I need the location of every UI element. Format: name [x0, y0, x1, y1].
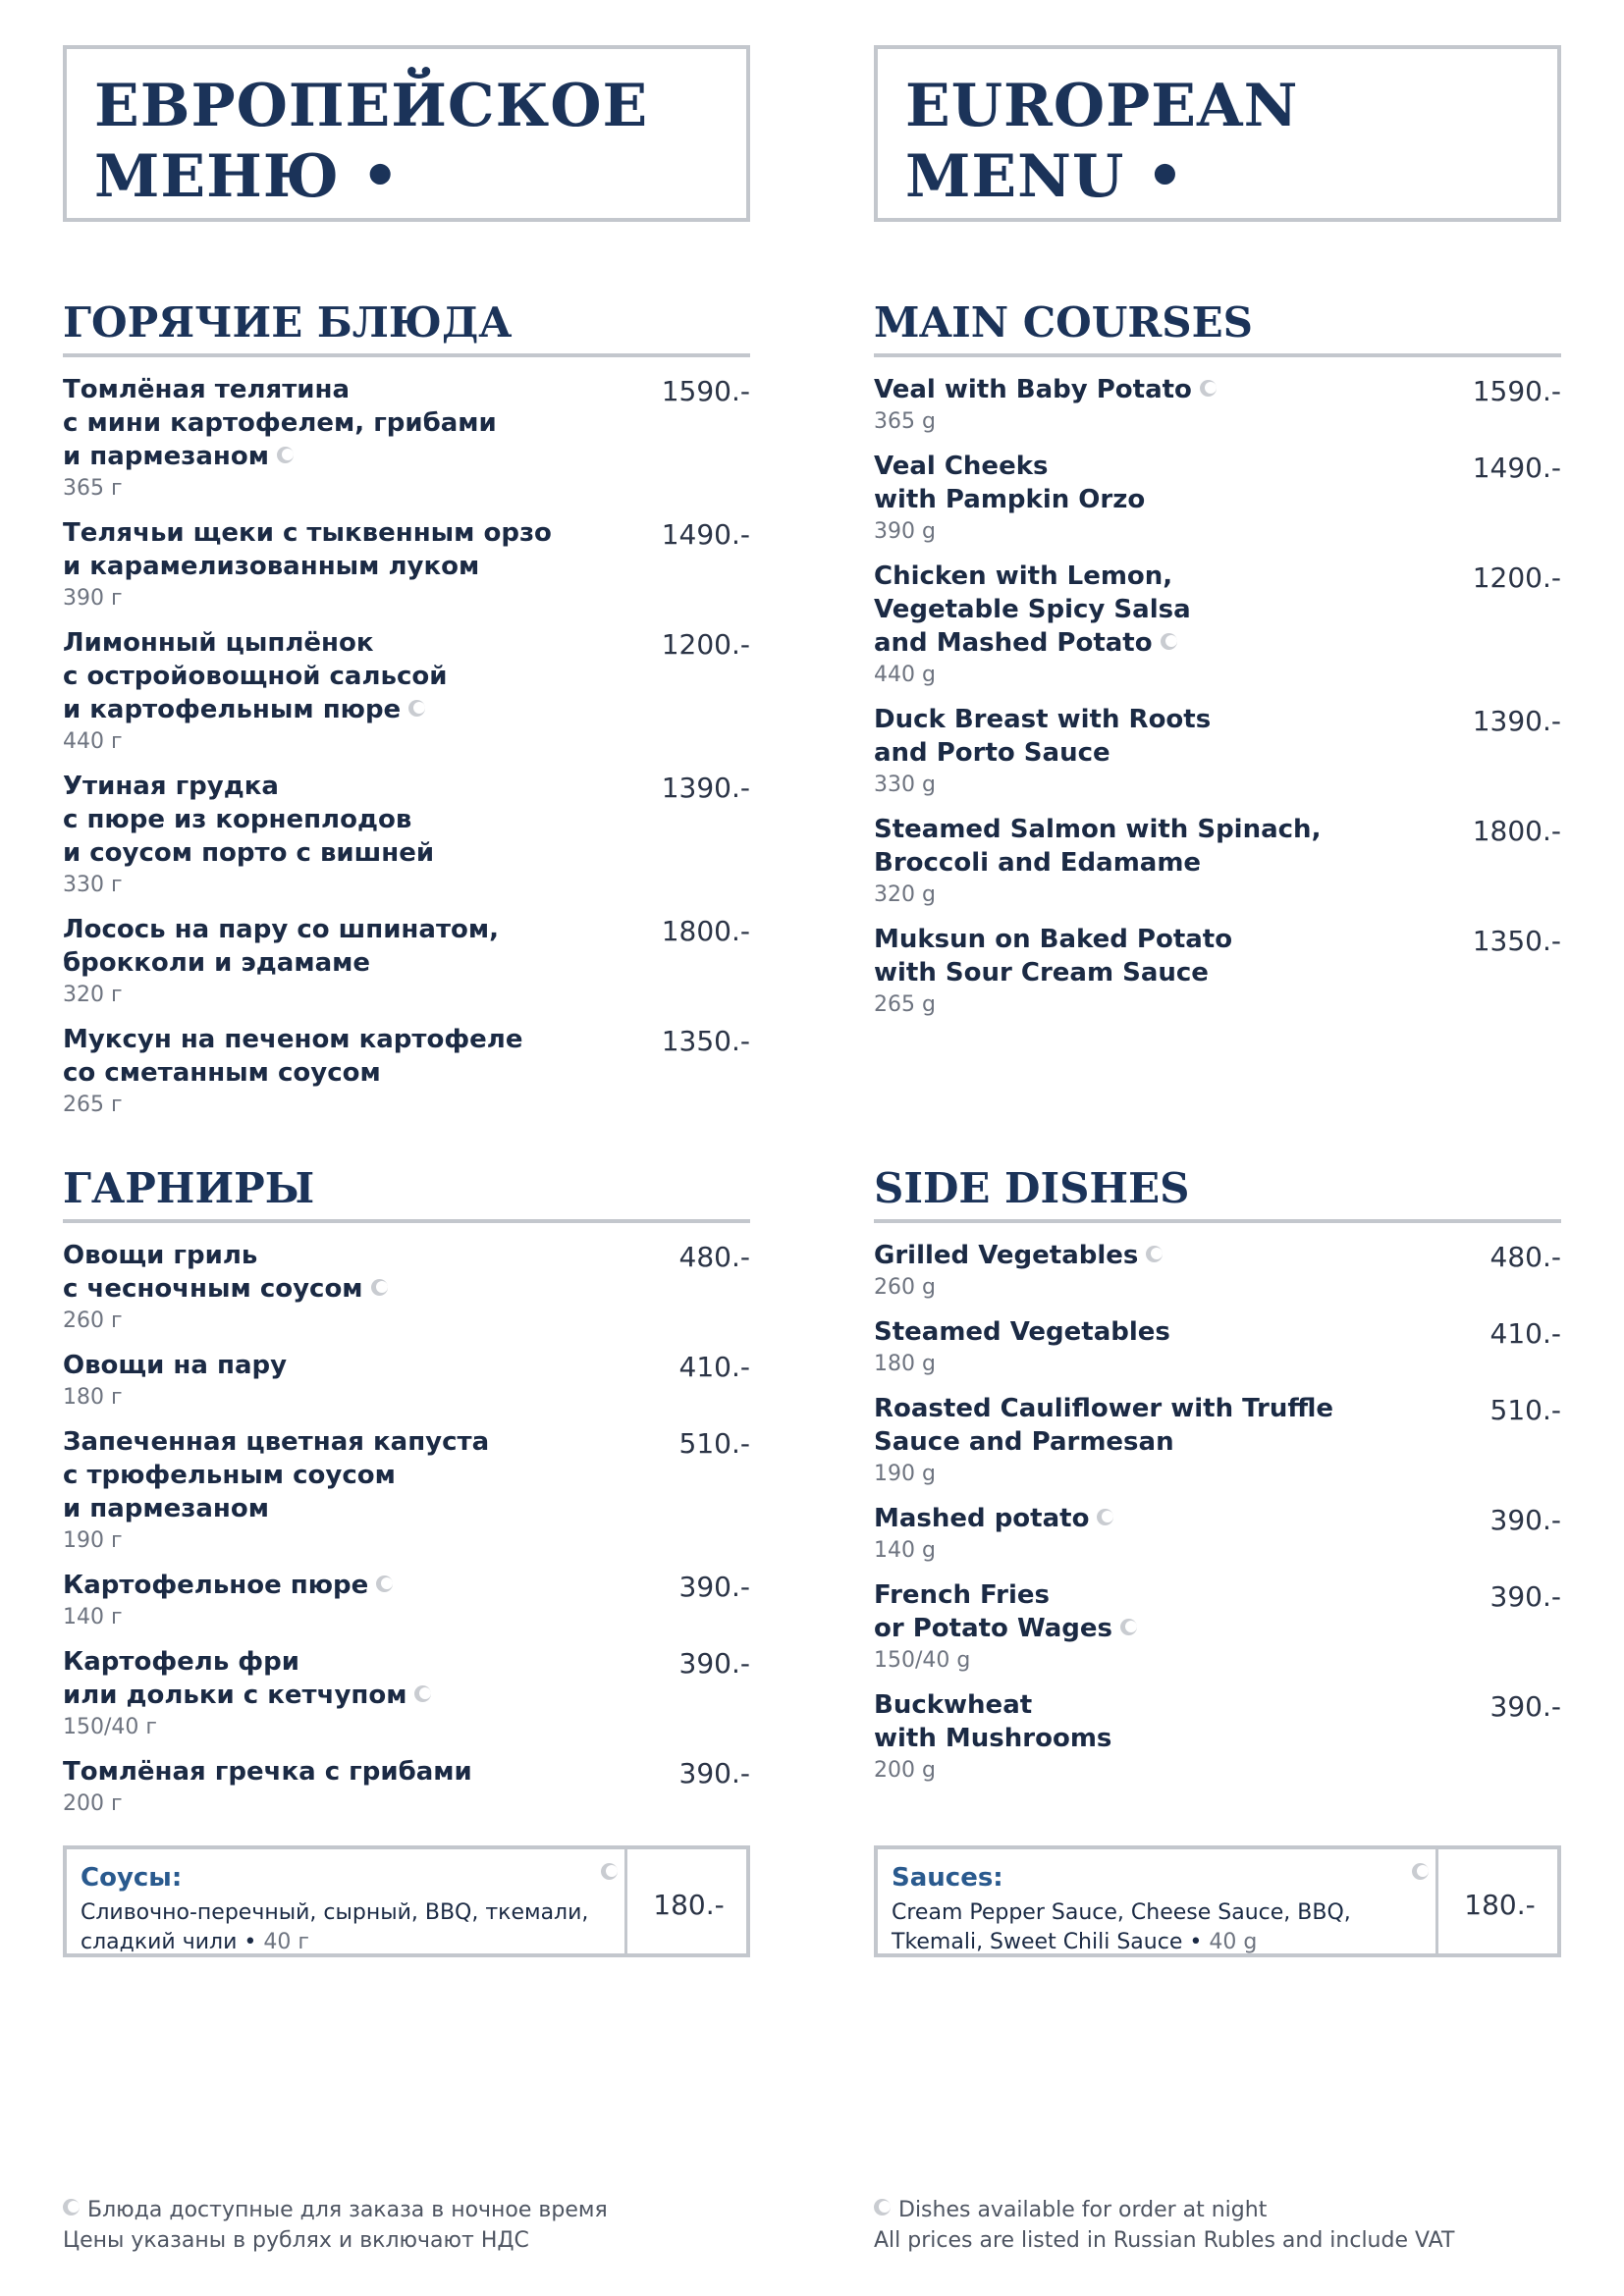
menu-item-name: [874, 1239, 1453, 1272]
sauces-weight: 40 g: [1209, 1930, 1258, 1954]
menu-item-weight: 150/40 г: [63, 1715, 157, 1739]
menu-item: [874, 813, 1561, 911]
section-heading-sides: SIDE DISHES: [874, 1164, 1561, 1223]
menu-item-weight: 140 г: [63, 1605, 123, 1629]
sauces-price: 180.-: [653, 1889, 725, 1921]
menu-item-price: 510.-: [678, 1427, 750, 1460]
menu-title-line2: MENU •: [905, 142, 1185, 211]
menu-item: [63, 1645, 750, 1743]
section-heading-main: MAIN COURSES: [874, 298, 1561, 357]
menu-item-name: [63, 516, 642, 583]
section-heading-sides: ГАРНИРЫ: [63, 1164, 750, 1223]
menu-item-price: 390.-: [678, 1571, 750, 1603]
night-icon: [376, 1575, 393, 1592]
menu-item-weight: 440 g: [874, 663, 936, 687]
menu-title-box: [63, 45, 750, 222]
menu-item-name-text: Mashed potato: [874, 1504, 1090, 1533]
menu-item-price: 1390.-: [661, 772, 750, 804]
menu-item-weight: 150/40 g: [874, 1648, 971, 1673]
night-icon: [1097, 1509, 1113, 1525]
night-icon: [1412, 1863, 1429, 1880]
menu-item-name: [63, 1023, 642, 1090]
menu-item: [874, 703, 1561, 801]
menu-item-name-text: Телячьи щеки с тыквенным орзо и карамелизованным луком: [63, 518, 552, 581]
footer-notes: [63, 2195, 608, 2256]
menu-item: [63, 1569, 750, 1633]
menu-item-name: [63, 770, 642, 870]
menu-item-name: [63, 913, 642, 980]
menu-item-name-text: Buckwheat with Mushrooms: [874, 1690, 1112, 1753]
menu-item-name-text: Утиная грудка с пюре из корнеплодов и соусом порто с вишней: [63, 772, 435, 868]
footer-night-text: Блюда доступные для заказа в ночное время: [87, 2198, 608, 2222]
sauces-title: Соусы:: [81, 1863, 183, 1893]
menu-item-price: 1490.-: [661, 518, 750, 551]
menu-item: [63, 770, 750, 901]
menu-item-name-text: Овощи на пару: [63, 1351, 288, 1380]
menu-item-name: [874, 1578, 1453, 1645]
menu-item-weight: 390 г: [63, 586, 123, 611]
menu-item-price: 480.-: [1489, 1241, 1561, 1273]
menu-item-name-text: Veal with Baby Potato: [874, 375, 1192, 404]
footer-notes: [874, 2195, 1454, 2256]
menu-item-price: 390.-: [678, 1647, 750, 1680]
menu-item-price: 390.-: [1489, 1690, 1561, 1723]
menu-item-price: 1200.-: [661, 628, 750, 661]
section-heading-main: ГОРЯЧИЕ БЛЮДА: [63, 298, 750, 357]
menu-item-name-text: Томлёная гречка с грибами: [63, 1757, 472, 1787]
menu-item-weight: 365 г: [63, 476, 123, 501]
menu-item-name: [63, 626, 642, 726]
menu-item: [874, 1315, 1561, 1380]
menu-item: [63, 1023, 750, 1121]
menu-item-name-text: Veal Cheeks with Pampkin Orzo: [874, 452, 1146, 514]
menu-item-name: [874, 560, 1453, 660]
menu-item-weight: 140 g: [874, 1538, 936, 1563]
night-icon: [601, 1863, 618, 1880]
night-icon: [1200, 380, 1217, 397]
menu-item: [63, 516, 750, 614]
night-icon: [1120, 1619, 1137, 1635]
menu-item-name-text: Томлёная телятина с мини картофелем, грибами и пармезаном: [63, 375, 497, 471]
menu-item-name: [874, 450, 1453, 516]
night-icon: [408, 700, 425, 717]
menu-item-price: 1200.-: [1472, 561, 1561, 594]
menu-item-price: 1800.-: [661, 915, 750, 947]
side-items-list: [874, 1239, 1561, 1798]
menu-item-name: [874, 813, 1453, 880]
menu-item-weight: 265 г: [63, 1093, 123, 1117]
menu-item-name: [874, 1315, 1453, 1349]
menu-item-price: 1490.-: [1472, 452, 1561, 484]
menu-item: [63, 1349, 750, 1414]
night-icon: [874, 2199, 891, 2216]
menu-item-name-text: Chicken with Lemon, Vegetable Spicy Salsa and Mashed Potato: [874, 561, 1191, 658]
menu-item-weight: 180 g: [874, 1352, 936, 1376]
sauces-description: [892, 1898, 1402, 1957]
menu-item-name-text: Картофель фри или дольки с кетчупом: [63, 1647, 407, 1710]
menu-item: [874, 1239, 1561, 1304]
menu-item-name: [874, 703, 1453, 770]
menu-item-price: 480.-: [678, 1241, 750, 1273]
menu-item-weight: 330 g: [874, 773, 936, 797]
menu-item-weight: 200 г: [63, 1791, 123, 1816]
menu-item-weight: 200 g: [874, 1758, 936, 1783]
menu-item-name-text: Лимонный цыплёнок с остройовощной сальсой и картофельным пюре: [63, 628, 448, 724]
menu-item: [874, 450, 1561, 548]
sauces-list: Сливочно-перечный, сырный, BBQ, ткемали, сладкий чили •: [81, 1900, 589, 1954]
menu-item-price: 410.-: [1489, 1317, 1561, 1350]
menu-item-weight: 265 g: [874, 992, 936, 1017]
menu-item-weight: 440 г: [63, 729, 123, 754]
menu-item-name-text: Муксун на печеном картофеле со сметанным соусом: [63, 1025, 523, 1088]
main-items-list: [63, 373, 750, 1133]
menu-item-weight: 180 г: [63, 1385, 123, 1410]
menu-item-name: [63, 1239, 642, 1306]
menu-item-price: 510.-: [1489, 1394, 1561, 1426]
menu-item-name-text: French Fries or Potato Wages: [874, 1580, 1112, 1643]
menu-item-name: [63, 1755, 642, 1789]
menu-item-name: [63, 1425, 642, 1525]
menu-item: [874, 1578, 1561, 1677]
menu-item-name-text: Лосось на пару со шпинатом, брокколи и эдамаме: [63, 915, 500, 978]
menu-item-price: 1390.-: [1472, 705, 1561, 737]
sauces-list: Cream Pepper Sauce, Cheese Sauce, BBQ, Tkemali, Sweet Chili Sauce •: [892, 1900, 1351, 1954]
menu-item: [874, 1392, 1561, 1490]
menu-item-price: 1350.-: [1472, 925, 1561, 957]
menu-item-name: [874, 1392, 1453, 1459]
menu-item-weight: 190 г: [63, 1528, 123, 1553]
menu-item-weight: 260 г: [63, 1308, 123, 1333]
night-icon: [414, 1685, 431, 1702]
menu-item-name-text: Muksun on Baked Potato with Sour Cream Sauce: [874, 925, 1233, 988]
menu-item: [63, 373, 750, 505]
menu-title-line1: EUROPEAN: [905, 72, 1299, 140]
sauces-weight: 40 г: [263, 1930, 309, 1954]
footer-price-note: All prices are listed in Russian Rubles and include VAT: [874, 2228, 1455, 2253]
menu-item-name-text: Duck Breast with Roots and Porto Sauce: [874, 705, 1212, 768]
menu-item-name: [874, 1688, 1453, 1755]
menu-item-name-text: Steamed Vegetables: [874, 1317, 1170, 1347]
menu-item: [874, 560, 1561, 691]
menu-item-name: [874, 1502, 1453, 1535]
menu-item-price: 1590.-: [661, 375, 750, 407]
menu-item-name-text: Запеченная цветная капуста с трюфельным соусом и пармезаном: [63, 1427, 490, 1523]
sauces-box: [874, 1845, 1561, 1957]
menu-item-price: 390.-: [678, 1757, 750, 1789]
footer-night-note: [874, 2195, 1454, 2225]
menu-item-price: 1590.-: [1472, 375, 1561, 407]
sauces-description: [81, 1898, 591, 1957]
menu-item-name-text: Овощи гриль с чесночным соусом: [63, 1241, 363, 1304]
menu-item: [874, 373, 1561, 438]
menu-item: [874, 1502, 1561, 1567]
menu-title-line2: МЕНЮ •: [94, 142, 401, 211]
menu-item-weight: 390 g: [874, 519, 936, 544]
menu-item: [874, 1688, 1561, 1787]
night-icon: [277, 447, 294, 463]
menu-item: [874, 923, 1561, 1021]
night-icon: [1161, 633, 1177, 650]
menu-title-box: [874, 45, 1561, 222]
sauces-box: [63, 1845, 750, 1957]
menu-item-weight: 190 g: [874, 1462, 936, 1486]
menu-item-weight: 320 g: [874, 882, 936, 907]
sauces-title: Sauces:: [892, 1863, 1003, 1893]
menu-item-name: [874, 373, 1453, 406]
side-items-list: [63, 1239, 750, 1832]
menu-item-weight: 260 g: [874, 1275, 936, 1300]
menu-item-price: 390.-: [1489, 1580, 1561, 1613]
menu-item-price: 390.-: [1489, 1504, 1561, 1536]
menu-item-name-text: Roasted Cauliflower with Truffle Sauce and Parmesan: [874, 1394, 1334, 1457]
menu-item-price: 1800.-: [1472, 815, 1561, 847]
menu-item-name: [874, 923, 1453, 989]
menu-item-weight: 365 g: [874, 409, 936, 434]
menu-item-name-text: Картофельное пюре: [63, 1571, 369, 1600]
main-items-list: [874, 373, 1561, 1033]
menu-item: [63, 1755, 750, 1820]
night-icon: [371, 1279, 388, 1296]
menu-item-name: [63, 373, 642, 473]
menu-item: [63, 626, 750, 758]
menu-item-price: 410.-: [678, 1351, 750, 1383]
night-icon: [1146, 1246, 1163, 1262]
footer-price-note: Цены указаны в рублях и включают НДС: [63, 2228, 529, 2253]
sauces-price: 180.-: [1464, 1889, 1536, 1921]
menu-item-weight: 330 г: [63, 873, 123, 897]
night-icon: [63, 2199, 80, 2216]
footer-night-text: Dishes available for order at night: [898, 2198, 1268, 2222]
menu-item-name: [63, 1569, 642, 1602]
menu-item-name-text: Grilled Vegetables: [874, 1241, 1139, 1270]
menu-title-line1: ЕВРОПЕЙСКОЕ: [94, 72, 649, 140]
menu-item-name: [63, 1645, 642, 1712]
menu-item: [63, 1425, 750, 1557]
menu-item-price: 1350.-: [661, 1025, 750, 1057]
menu-item-name-text: Steamed Salmon with Spinach, Broccoli and Edamame: [874, 815, 1322, 878]
footer-night-note: [63, 2195, 608, 2225]
menu-item-name: [63, 1349, 642, 1382]
menu-item: [63, 913, 750, 1011]
menu-item: [63, 1239, 750, 1337]
menu-item-weight: 320 г: [63, 983, 123, 1007]
